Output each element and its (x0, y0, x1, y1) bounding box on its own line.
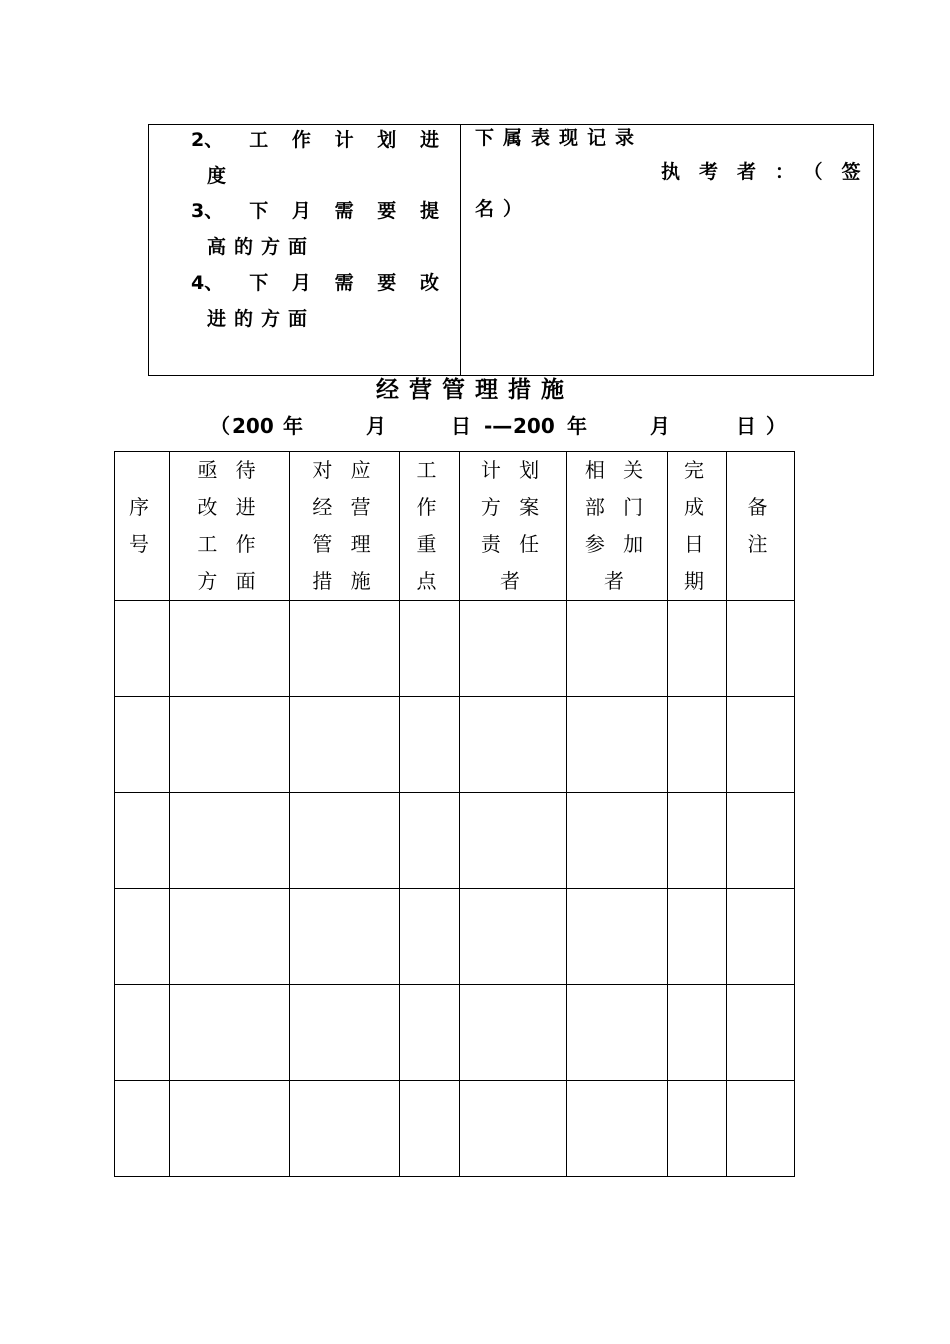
header-plan-owner-line: 计 划 (480, 458, 546, 482)
header-work-focus-line: 作 (416, 495, 443, 519)
table-cell-pending-improvement-area[interactable] (170, 697, 290, 793)
signer-line-continued: 名） (475, 198, 532, 220)
table-cell-remarks[interactable] (727, 889, 795, 985)
management-measures-table (114, 451, 795, 1177)
header-plan-owner-line: 责 任 (480, 532, 546, 556)
header-plan-owner-line: 方 案 (480, 495, 546, 519)
header-completion-date-line: 成 (684, 495, 710, 519)
table-cell-pending-improvement-area[interactable] (170, 793, 290, 889)
item-2-second-line: 度 (207, 165, 235, 187)
table-cell-remarks[interactable] (727, 793, 795, 889)
table-cell-work-focus[interactable] (400, 793, 460, 889)
table-cell-plan-owner[interactable] (460, 985, 567, 1081)
table-cell-pending-improvement-area[interactable] (170, 889, 290, 985)
header-pending-improvement-area-line: 方 面 (197, 569, 262, 593)
date-open-paren: （ (210, 414, 230, 438)
table-cell-seq-no[interactable] (115, 1081, 170, 1177)
header-work-focus-line: 重 (416, 532, 443, 556)
table-row (115, 1081, 795, 1177)
header-related-dept-participants-line: 相 关 (584, 458, 650, 482)
table-cell-work-focus[interactable] (400, 1081, 460, 1177)
table-cell-plan-owner[interactable] (460, 1081, 567, 1177)
item-2-first-line (191, 127, 439, 153)
table-cell-remarks[interactable] (727, 601, 795, 697)
header-plan-owner (460, 452, 567, 601)
header-work-focus-line: 点 (416, 569, 443, 593)
item-2-number: 2、 (191, 129, 224, 151)
table-row (115, 985, 795, 1081)
table-cell-remarks[interactable] (727, 697, 795, 793)
item-2-text: 工 作 计 划 进 (249, 129, 439, 151)
table-header-row (115, 452, 795, 601)
table-cell-completion-date[interactable] (668, 793, 727, 889)
top-box (148, 124, 880, 376)
table-cell-plan-owner[interactable] (460, 793, 567, 889)
table-cell-seq-no[interactable] (115, 889, 170, 985)
date-day-char-1: 日 (451, 414, 471, 438)
table-cell-related-dept-participants[interactable] (567, 1081, 668, 1177)
date-range (210, 410, 790, 442)
performance-record-label: 下属表现记录 (475, 127, 644, 149)
table-cell-work-focus[interactable] (400, 985, 460, 1081)
table-row (115, 697, 795, 793)
table-cell-corresponding-measures[interactable] (290, 793, 400, 889)
table-cell-work-focus[interactable] (400, 697, 460, 793)
header-corresponding-measures-line: 措 施 (312, 569, 377, 593)
table-cell-related-dept-participants[interactable] (567, 889, 668, 985)
header-remarks-line: 备 (747, 495, 774, 519)
page-title: 经营管理措施 (376, 377, 574, 403)
table-cell-completion-date[interactable] (668, 985, 727, 1081)
table-row (115, 793, 795, 889)
table-cell-corresponding-measures[interactable] (290, 985, 400, 1081)
header-completion-date-line: 完 (684, 458, 710, 482)
table-cell-plan-owner[interactable] (460, 601, 567, 697)
table-cell-seq-no[interactable] (115, 793, 170, 889)
header-related-dept-participants-line: 者 (604, 569, 630, 593)
date-day-char-2: 日 (736, 414, 756, 438)
header-pending-improvement-area-line: 工 作 (197, 532, 262, 556)
header-seq-no-line: 号 (129, 532, 155, 556)
item-4-first-line (191, 270, 439, 296)
table-cell-corresponding-measures[interactable] (290, 889, 400, 985)
table-cell-seq-no[interactable] (115, 697, 170, 793)
table-cell-completion-date[interactable] (668, 1081, 727, 1177)
table-cell-seq-no[interactable] (115, 985, 170, 1081)
item-4-text: 下 月 需 要 改 (249, 272, 439, 294)
header-work-focus-line: 工 (416, 458, 443, 482)
table-cell-plan-owner[interactable] (460, 697, 567, 793)
header-corresponding-measures-line: 经 营 (312, 495, 377, 519)
header-corresponding-measures (290, 452, 400, 601)
table-cell-related-dept-participants[interactable] (567, 697, 668, 793)
table-cell-pending-improvement-area[interactable] (170, 985, 290, 1081)
table-cell-remarks[interactable] (727, 1081, 795, 1177)
item-3-text: 下 月 需 要 提 (249, 200, 439, 222)
header-work-focus (400, 452, 460, 601)
table-cell-pending-improvement-area[interactable] (170, 1081, 290, 1177)
item-3-second-line: 高的方面 (207, 236, 316, 258)
table-cell-corresponding-measures[interactable] (290, 697, 400, 793)
table-cell-related-dept-participants[interactable] (567, 793, 668, 889)
table-cell-related-dept-participants[interactable] (567, 601, 668, 697)
header-corresponding-measures-line: 对 应 (312, 458, 377, 482)
header-completion-date-line: 期 (684, 569, 710, 593)
table-cell-plan-owner[interactable] (460, 889, 567, 985)
item-4-second-line: 进的方面 (207, 308, 316, 330)
table-body (115, 601, 795, 1177)
date-close-paren: ） (766, 414, 786, 438)
header-related-dept-participants-line: 参 加 (584, 532, 650, 556)
header-plan-owner-line: 者 (500, 569, 526, 593)
header-pending-improvement-area-line: 改 进 (197, 495, 262, 519)
header-completion-date-line: 日 (684, 532, 710, 556)
header-pending-improvement-area-line: 亟 待 (197, 458, 262, 482)
performance-record-column (461, 125, 880, 375)
date-month-char-1: 月 (366, 414, 386, 438)
signer-line: 执考者：（签 (661, 161, 880, 183)
header-pending-improvement-area (170, 452, 290, 601)
date-month-char-2: 月 (650, 414, 670, 438)
table-cell-work-focus[interactable] (400, 889, 460, 985)
table-row (115, 601, 795, 697)
header-seq-no (115, 452, 170, 601)
table-cell-corresponding-measures[interactable] (290, 601, 400, 697)
table-cell-work-focus[interactable] (400, 601, 460, 697)
date-start-year: 200 (232, 414, 274, 438)
table-cell-completion-date[interactable] (668, 889, 727, 985)
header-completion-date (668, 452, 727, 601)
table-cell-pending-improvement-area[interactable] (170, 601, 290, 697)
plan-items-column (149, 125, 461, 375)
date-separator: -— (484, 414, 513, 438)
table-cell-remarks[interactable] (727, 985, 795, 1081)
header-remarks (727, 452, 795, 601)
date-year-char-2: 年 (567, 414, 587, 438)
date-year-char-1: 年 (283, 414, 303, 438)
header-remarks-line: 注 (747, 532, 774, 556)
table-cell-related-dept-participants[interactable] (567, 985, 668, 1081)
header-related-dept-participants-line: 部 门 (584, 495, 650, 519)
item-4-number: 4、 (191, 272, 224, 294)
table-cell-completion-date[interactable] (668, 697, 727, 793)
table-cell-corresponding-measures[interactable] (290, 1081, 400, 1177)
table-cell-seq-no[interactable] (115, 601, 170, 697)
header-corresponding-measures-line: 管 理 (312, 532, 377, 556)
header-seq-no-line: 序 (129, 495, 155, 519)
item-3-number: 3、 (191, 200, 224, 222)
date-end-year: 200 (513, 414, 555, 438)
header-related-dept-participants (567, 452, 668, 601)
item-3-first-line (191, 198, 439, 224)
table-row (115, 889, 795, 985)
table-cell-completion-date[interactable] (668, 601, 727, 697)
